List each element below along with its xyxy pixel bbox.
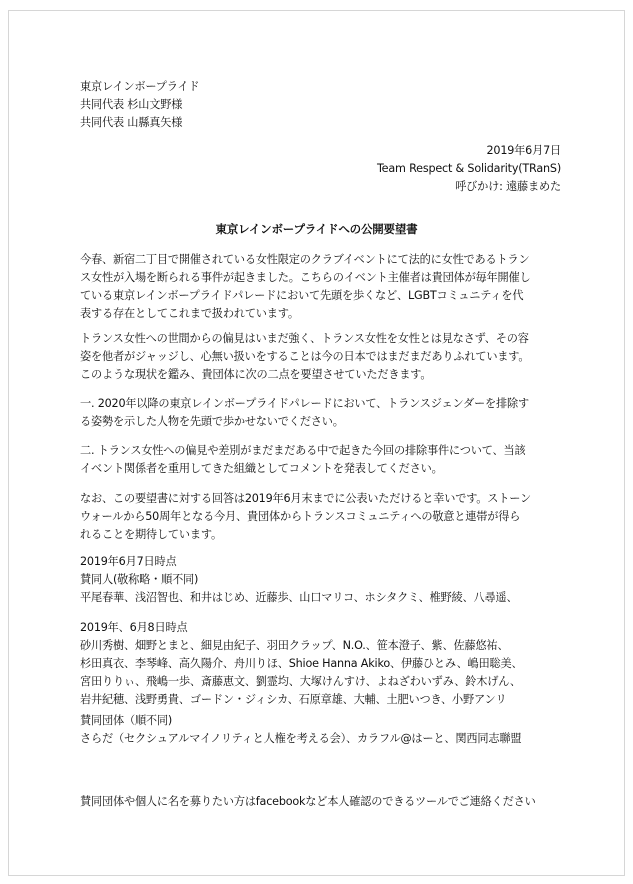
supporting-groups bbox=[80, 712, 565, 748]
paragraph-line: ウォールから50周年となる今月、貴団体からトランスコミュニティへの敬意と連帯が得ら bbox=[80, 510, 521, 523]
recipient-rep-2: 共同代表 山縣真矢様 bbox=[80, 116, 183, 129]
supporters-names: 宮田りりぃ、飛嶋一歩、斎藤恵文、劉霊均、大塚けんすけ、よねざわいずみ、鈴木げん、 bbox=[80, 675, 521, 688]
paragraph-line: ス女性が入場を断られる事件が起きました。こちらのイベント主催者は貴団体が毎年開催し bbox=[80, 271, 531, 284]
paragraph-line: トランス女性への世間からの偏見はいまだ強く、トランス女性を女性とは見なさず、その容 bbox=[80, 332, 529, 345]
paragraph-line: 二. トランス女性への偏見や差別がまだまだある中で起きた今回の排除事件について、当該 bbox=[80, 444, 526, 457]
paragraph-line: イベント関係者を重用してきた組織としてコメントを発表してください。 bbox=[80, 462, 443, 475]
footer-note bbox=[80, 793, 565, 811]
sender-block bbox=[377, 142, 561, 196]
paragraph-line: 表する存在としてこれまで扱われています。 bbox=[80, 307, 299, 320]
paragraph-line: 今春、新宿二丁目で開催されている女性限定のクラブイベントにて法的に女性であるトラン bbox=[80, 253, 530, 266]
demand-1 bbox=[80, 395, 565, 431]
groups-heading: 賛同団体（順不同) bbox=[80, 714, 173, 727]
supporters-names: 砂川秀樹、畑野とまと、細見由紀子、羽田クラップ、N.O.、笹本澄子、紫、佐藤悠祐、 bbox=[80, 639, 509, 652]
paragraph-line: 一. 2020年以降の東京レインボープライドパレードにおいて、トランスジェンダーを排除す bbox=[80, 397, 529, 410]
paragraph-line: る姿勢を示した人物を先頭で歩かせないでください。 bbox=[80, 415, 344, 428]
paragraph-3 bbox=[80, 490, 565, 544]
paragraph-line: このような現状を鑑み、貴団体に次の二点を要望させていただきます。 bbox=[80, 368, 432, 381]
supporters-names: 杉田真衣、李琴峰、高久陽介、舟川りほ、Shioe Hanna Akiko、伊藤ひとみ、嶋田聡美、 bbox=[80, 657, 523, 670]
sender-org: Team Respect & Solidarity(TRanS) bbox=[376, 162, 561, 175]
supporters-june-7 bbox=[80, 553, 565, 607]
paragraph-line: 姿を他者がジャッジし、心無い扱いをすることは今の日本ではまだまだありふれています。 bbox=[80, 350, 530, 363]
supporters-june-8 bbox=[80, 619, 565, 709]
paragraph-line: れることを期待しています。 bbox=[80, 528, 222, 541]
supporters-date: 2019年、6月8日時点 bbox=[80, 621, 188, 634]
paragraph-line: ている東京レインボープライドパレードにおいて先頭を歩くなど、LGBTコミュニティを代 bbox=[80, 289, 524, 302]
sender-date: 2019年6月7日 bbox=[486, 144, 561, 157]
groups-names: さらだ（セクシュアルマイノリティと人権を考える会）、カラフル@はーと、関西同志聯盟 bbox=[80, 732, 522, 745]
footer-text: 賛同団体や個人に名を募りたい方はfacebookなど本人確認のできるツールでご連絡ください bbox=[80, 795, 536, 808]
supporters-date: 2019年6月7日時点 bbox=[80, 555, 177, 568]
paragraph-2 bbox=[80, 330, 565, 384]
paragraph-1 bbox=[80, 251, 565, 323]
paragraph-line: なお、この要望書に対する回答は2019年6月末までに公表いただけると幸いです。ストーン bbox=[80, 492, 531, 505]
supporters-names: 岩井紀穂、浅野勇貴、ゴードン・ジィシカ、石原章雄、大輔、土肥いつき、小野アンリ bbox=[80, 693, 507, 706]
supporters-heading: 賛同人(敬称略・順不同) bbox=[80, 573, 199, 586]
demand-2 bbox=[80, 442, 565, 478]
recipient-org: 東京レインボープライド bbox=[80, 80, 200, 93]
recipient-rep-1: 共同代表 杉山文野様 bbox=[80, 98, 183, 111]
recipient-block bbox=[80, 78, 565, 132]
document-title: 東京レインボープライドへの公開要望書 bbox=[215, 222, 418, 236]
sender-caller: 呼びかけ: 遠藤まめた bbox=[455, 180, 561, 193]
supporters-names: 平尾春華、浅沼智也、和井はじめ、近藤歩、山口マリコ、ホシタクミ、椎野綾、八尋遥、 bbox=[80, 591, 518, 604]
